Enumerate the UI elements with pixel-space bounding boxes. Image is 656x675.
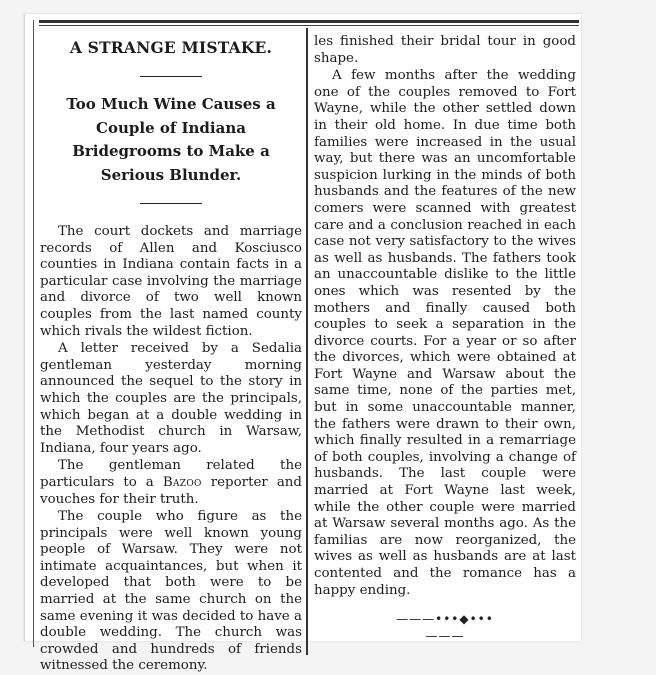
paragraph-3-end: reporter and vouches for their truth. bbox=[40, 474, 303, 507]
paragraph-4: The couple who figure as the principals were well known young people of Warsaw. They were not intimate acquaintances, but when it developed that both were to be married at the same church on the same evening it was decided to have a double wedding. The church was crowded and hundreds of friends witnessed the ceremony. bbox=[40, 509, 302, 674]
end-ornament: ———•••◆•••——— bbox=[396, 612, 494, 643]
column-divider bbox=[306, 28, 308, 655]
left-column bbox=[40, 36, 302, 675]
paragraph-1: The court dockets and marriage records of Allen and Kosciusco counties in Indiana contain facts in a particular case involving the marriage and divorce of two well known couples from the last named county which rivals the wildest fiction. bbox=[40, 224, 302, 339]
paragraph-5: A few months after the wedding one of the couples removed to Fort Wayne, while the other settled down in their old home. In due time both families were increased in the usual way, but there was an uncomfortable suspicion lurking in the minds of both husbands and the features of the new comers were scanned with greatest care and a conclusion reached in each case not very satisfactory to the wives as well as husbands. The fathers took an unaccountable dislike to the little ones which was resented by the mothers and finally caused both couples to seek a separation in the divorce courts. For a year or so after the divorces, which were obtained at Fort Wayne and Warsaw about the same time, none of the parties met, but in some unaccountable manner, the fathers were drawn to their own, which finally resulted in a remarriage of both couples, involving a change of husbands. The last couple were married at Fort Wayne last week, while the other couple were married at Warsaw several months ago. As the familias are now reorganized, the wives as well as husbands are at last contented and the romance has a happy ending. bbox=[314, 68, 576, 598]
subhead-rule bbox=[140, 203, 202, 204]
paragraph-2: A letter received by a Sedalia gentleman yesterday morning announced the sequel to the story in which the couples are the principals, which began at a double wedding in the Methodist church in Warsaw, Indiana, four years ago. bbox=[40, 341, 302, 456]
paragraph-continued: les finished their bridal tour in good shape. bbox=[314, 34, 576, 66]
paragraph-3 bbox=[40, 458, 302, 508]
right-column bbox=[314, 34, 576, 644]
subheadline: Too Much Wine Causes a Couple of Indiana Bridegrooms to Make a Serious Blunder. bbox=[66, 95, 276, 184]
headline-rule bbox=[140, 76, 202, 77]
paragraph-3-start: The gentleman related the particulars to a bbox=[40, 458, 302, 490]
headline: A STRANGE MISTAKE. bbox=[69, 38, 273, 57]
newspaper-page bbox=[24, 14, 581, 674]
top-thin-rule bbox=[39, 25, 579, 26]
page-left-border bbox=[33, 20, 34, 647]
top-heavy-rule bbox=[39, 20, 579, 23]
bazoo-name: Bazoo bbox=[162, 474, 202, 490]
